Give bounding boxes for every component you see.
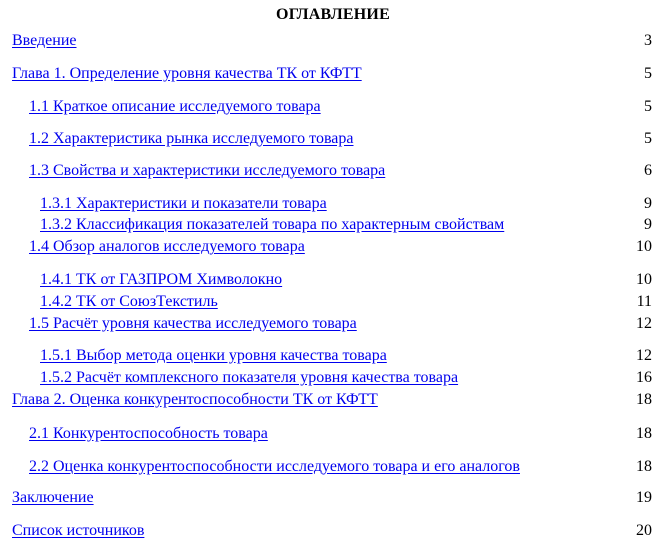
toc-entry-1-3-1 (0, 194, 666, 214)
toc-entry-1-3-2 (0, 215, 666, 235)
toc-page-number: 9 (644, 195, 652, 212)
toc-page-number: 9 (644, 216, 652, 233)
toc-page-number: 12 (636, 347, 652, 364)
toc-page-number: 12 (636, 315, 652, 332)
toc-link[interactable]: 1.5 Расчёт уровня качества исследуемого товара (29, 315, 357, 332)
toc-entry-introduction (0, 31, 666, 51)
toc-link[interactable]: Глава 1. Определение уровня качества ТК от КФТТ (12, 65, 362, 82)
toc-page-number: 5 (644, 98, 652, 115)
toc-link[interactable]: 1.5.1 Выбор метода оценки уровня качества товара (40, 347, 387, 364)
toc-link[interactable]: 1.4 Обзор аналогов исследуемого товара (29, 238, 305, 255)
toc-entry-2-1 (0, 424, 666, 444)
toc-link[interactable]: Список источников (12, 522, 145, 539)
toc-page-number: 3 (644, 32, 652, 49)
toc-title: ОГЛАВЛЕНИЕ (276, 6, 390, 23)
toc-link[interactable]: 1.4.2 ТК от СоюзТекстиль (40, 293, 218, 310)
toc-entry-1-5-2 (0, 368, 666, 388)
toc-page-number: 5 (644, 65, 652, 82)
toc-entry-1-4 (0, 237, 666, 257)
toc-link[interactable]: Глава 2. Оценка конкурентоспособности ТК от КФТТ (12, 391, 378, 408)
toc-link[interactable]: Заключение (12, 489, 94, 506)
toc-entry-1-5-1 (0, 346, 666, 366)
toc-entry-conclusion (0, 488, 666, 508)
toc-link[interactable]: 1.3.2 Классификация показателей товара по характерным свойствам (40, 216, 505, 233)
toc-link[interactable]: Введение (12, 32, 77, 49)
toc-link[interactable]: 2.2 Оценка конкурентоспособности исследуемого товара и его аналогов (29, 458, 520, 475)
toc-link[interactable]: 1.3.1 Характеристики и показатели товара (40, 195, 327, 212)
toc-link[interactable]: 1.2 Характеристика рынка исследуемого товара (29, 130, 354, 147)
toc-entry-sources (0, 521, 666, 541)
toc-link[interactable]: 1.5.2 Расчёт комплексного показателя уровня качества товара (40, 369, 459, 386)
toc-page-number: 18 (636, 425, 652, 442)
toc-entry-chapter-1 (0, 64, 666, 84)
toc-page-number: 18 (636, 391, 652, 408)
toc-page-number: 5 (644, 130, 652, 147)
toc-page-number: 18 (636, 458, 652, 475)
toc-page-number: 19 (636, 489, 652, 506)
toc-link[interactable]: 1.4.1 ТК от ГАЗПРОМ Химволокно (40, 271, 283, 288)
toc-link[interactable]: 1.3 Свойства и характеристики исследуемого товара (29, 162, 386, 179)
toc-entry-chapter-2 (0, 390, 666, 410)
toc-entry-1-1 (0, 97, 666, 117)
toc-page-number: 11 (636, 293, 652, 310)
toc-page-number: 16 (636, 369, 652, 386)
toc-entry-1-5 (0, 314, 666, 334)
toc-entry-1-4-2 (0, 292, 666, 312)
toc-page-number: 10 (636, 271, 652, 288)
toc-link[interactable]: 2.1 Конкурентоспособность товара (29, 425, 268, 442)
toc-entry-1-3 (0, 161, 666, 181)
toc-page-number: 6 (644, 162, 652, 179)
toc-page-number: 10 (636, 238, 652, 255)
toc-entry-1-4-1 (0, 270, 666, 290)
toc-entry-2-2 (0, 457, 666, 477)
toc-link[interactable]: 1.1 Краткое описание исследуемого товара (29, 98, 321, 115)
toc-page-number: 20 (636, 522, 652, 539)
toc-entry-1-2 (0, 129, 666, 149)
